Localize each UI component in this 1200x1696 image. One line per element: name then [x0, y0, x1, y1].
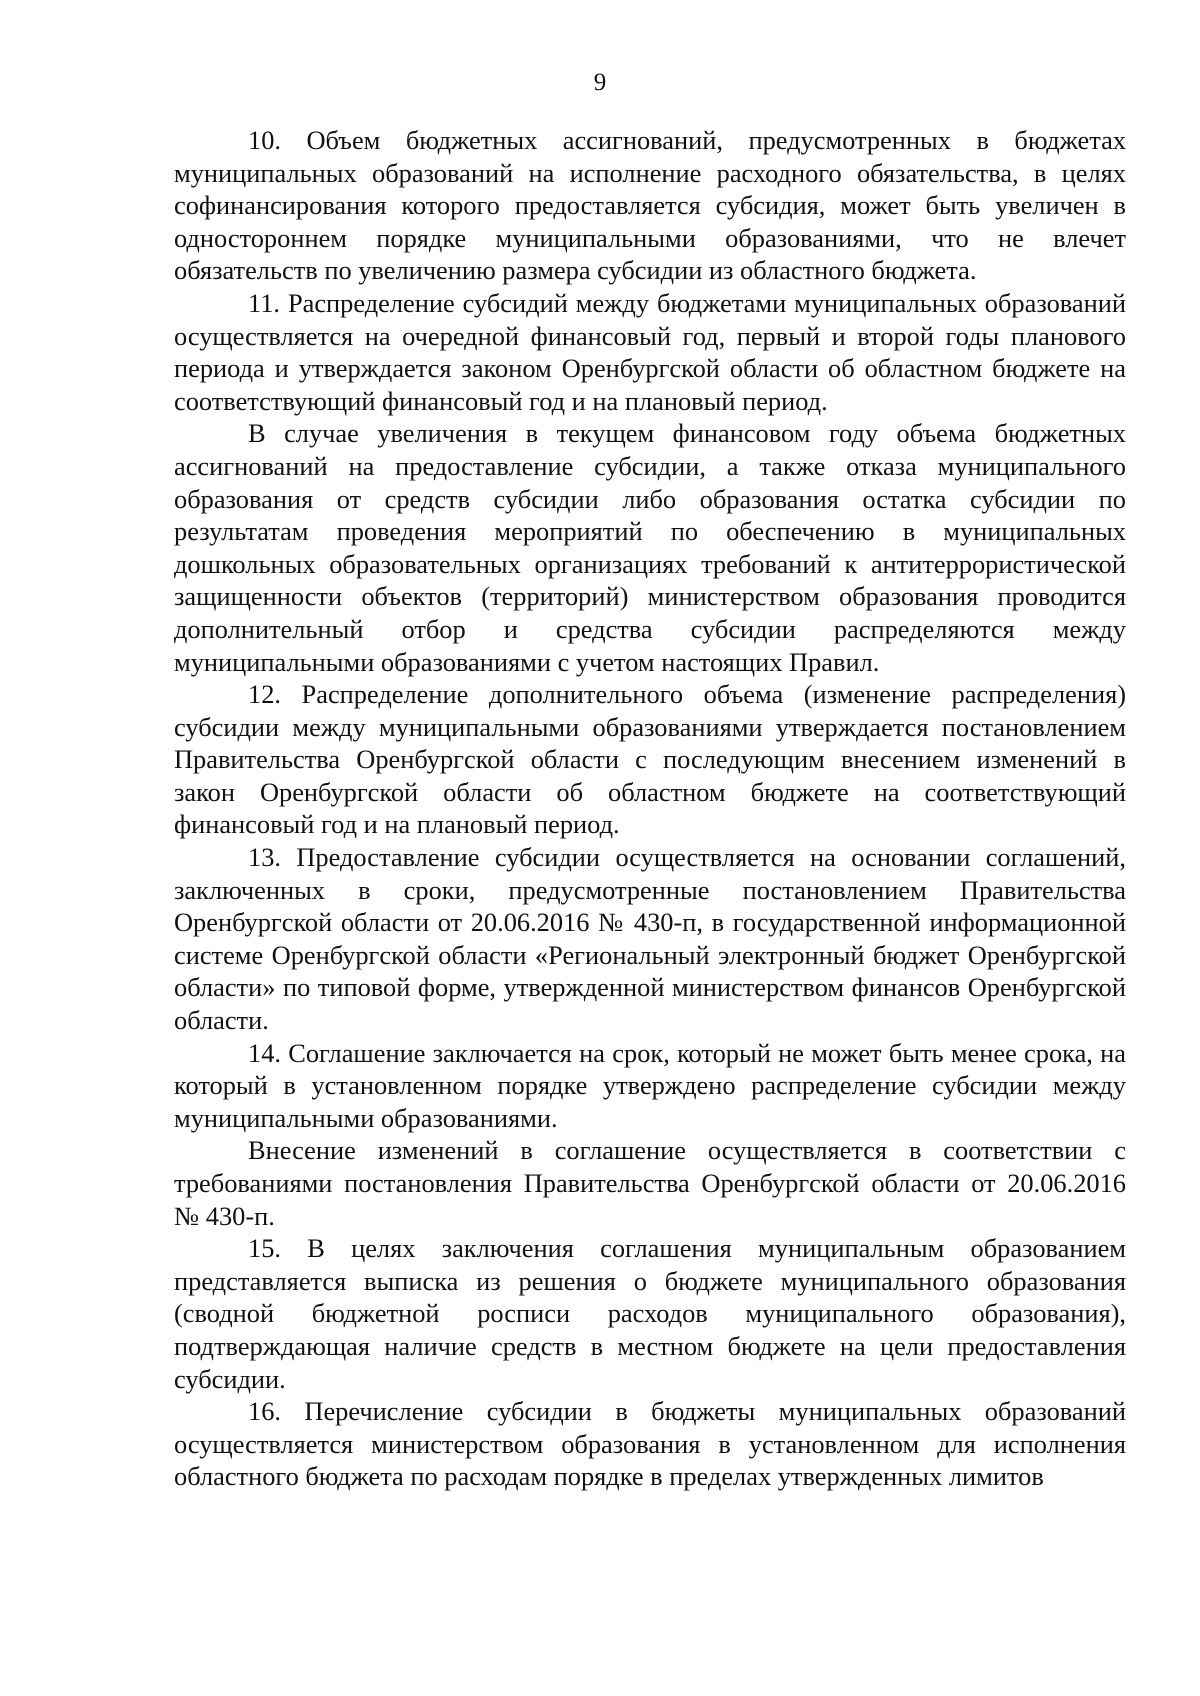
- document-body: [174, 124, 1126, 1493]
- paragraph-14-agreement-term: 14. Соглашение заключается на срок, который не может быть менее срока, на который в установленном порядке утверждено распределение субсидии между муниципальными образованиями.: [174, 1037, 1126, 1133]
- paragraph-10-budget-allocations: 10. Объем бюджетных ассигнований, предусмотренных в бюджетах муниципальных образований на исполнение расходного обязательства, в целях софинансирования которого предоставляется субсидия, может быть увеличен в одностороннем порядке муниципальными образованиями, что не влечет обязательств по увеличению размера субсидии из областного бюджета.: [174, 125, 1126, 286]
- paragraph-14-agreement-amendments: Внесение изменений в соглашение осуществляется в соответствии с требованиями постановления Правительства Оренбургской области от 20.06.2016 № 430-п.: [174, 1135, 1126, 1231]
- paragraph-11-subsidy-distribution: 11. Распределение субсидий между бюджетами муниципальных образований осуществляется на очередной финансовый год, первый и второй годы планового периода и утверждается законом Оренбургской области об областном бюджете на соответствующий финансовый год и на плановый период.: [174, 287, 1126, 416]
- paragraph-12-additional-volume: 12. Распределение дополнительного объема (изменение распределения) субсидии между муниципальными образованиями утверждается постановлением Правительства Оренбургской области с последующим внесением изменений в закон Оренбургской области об областном бюджете на соответствующий финансовый год и на плановый период.: [174, 679, 1126, 840]
- paragraph-15-budget-extract: 15. В целях заключения соглашения муниципальным образованием представляется выписка из решения о бюджете муниципального образования (сводной бюджетной росписи расходов муниципального образования), подтверждающая наличие средств в местном бюджете на цели предоставления субсидии.: [174, 1233, 1126, 1394]
- paragraph-11-additional-selection: В случае увеличения в текущем финансовом году объема бюджетных ассигнований на предоставление субсидии, а также отказа муниципального образования от средств субсидии либо образования остатка субсидии по результатам проведения мероприятий по обеспечению в муниципальных дошкольных образовательных организациях требований к антитеррористической защищенности объектов (территорий) министерством образования проводится дополнительный отбор и средства субсидии распределяются между муниципальными образованиями с учетом настоящих Правил.: [174, 418, 1126, 677]
- paragraph-16-subsidy-transfer: 16. Перечисление субсидии в бюджеты муниципальных образований осуществляется министерством образования в установленном для исполнения областного бюджета по расходам порядке в пределах утвержденных лимитов: [174, 1396, 1126, 1492]
- paragraph-13-agreements: 13. Предоставление субсидии осуществляется на основании соглашений, заключенных в сроки, предусмотренные постановлением Правительства Оренбургской области от 20.06.2016 № 430-п, в государственной информационной системе Оренбургской области «Региональный электронный бюджет Оренбургской области» по типовой форме, утвержденной министерством финансов Оренбургской области.: [174, 842, 1126, 1036]
- page-number: 9: [593, 69, 607, 96]
